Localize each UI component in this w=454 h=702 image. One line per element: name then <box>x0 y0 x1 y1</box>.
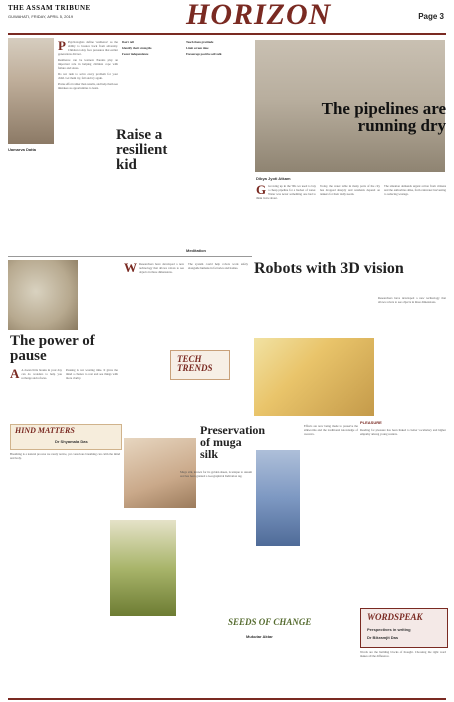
resilient-paragraph: Resilience can be learned. Parents play an important role in helping children cope with failure and stress. <box>58 58 118 70</box>
muga-column-1 <box>180 470 252 610</box>
seeds-title: SEEDS OF CHANGE <box>228 617 312 627</box>
paper-name: THE ASSAM TRIBUNE <box>8 4 91 12</box>
tech-trends-title: TECH TRENDS <box>177 354 213 373</box>
robots-column-1: W Researchers have developed a new technology that allows robots to see objects in three dimensions. <box>124 262 184 275</box>
pipelines-paragraph: Growing up in the '90s we used to buy a cheap pipeline for a bucket of water. Water was never something one had to think twice about. <box>256 184 316 200</box>
pause-paragraph: Pausing is not wasting time. It gives the mind a chance to rest and see things with more clarity. <box>66 368 118 380</box>
tech-trends-panel <box>170 350 230 380</box>
pipelines-paragraph: Today, the water table in many parts of the city has dropped sharply and residents depend on tankers for their daily needs. <box>320 184 380 196</box>
hind-matters-paragraph: Breathing is a natural process we rarely notice, yet conscious breathing can calm the mind and body. <box>10 452 120 460</box>
wordspeak-author: Dr Bikramjit Das <box>367 635 399 640</box>
pause-column-2 <box>66 368 118 422</box>
wordspeak-paragraph: Words are the building blocks of thought. Choosing the right word makes all the difference. <box>360 650 446 658</box>
date-line: GUWAHATI, FRIDAY, APRIL 5, 2019 <box>8 14 74 19</box>
muga-column-2 <box>304 424 358 610</box>
pipelines-headline: The pipelines are running dry <box>321 99 446 135</box>
meditation-label: Meditation <box>186 248 206 253</box>
pause-paragraph: A dozen little breaks in your day can do wonders to help you recharge and refocus. <box>21 368 62 380</box>
hind-matters-title: HIND MATTERS <box>15 426 75 435</box>
resilient-paragraph: Praise effort rather than results, and help them see mistakes as opportunities to learn. <box>58 82 118 90</box>
robots-paragraph: The system could help robots work safely alongside humans in factories and homes. <box>188 262 248 270</box>
wordspeak-body <box>360 650 446 698</box>
resilient-subhead: Don't tell <box>122 40 134 44</box>
pipelines-column-1: G Growing up in the '90s we used to buy a cheap pipeline for a bucket of water. Water was never something one had to think twice about. <box>256 184 316 200</box>
resilient-column-3 <box>186 40 250 254</box>
pipelines-byline: Dibya Jyoti Atkam <box>256 176 291 181</box>
pipelines-paragraph: The situation demands urgent action from citizens and the authorities alike, from rainwater harvesting to reducing wastage. <box>384 184 446 196</box>
flashbox-label: PLEASURE <box>360 420 382 425</box>
silkworm-photo <box>256 450 300 546</box>
divider <box>8 256 252 257</box>
section-title: HORIZON <box>186 0 332 31</box>
hind-matters-panel <box>10 424 122 450</box>
robots-paragraph: Researchers have developed a new technology that allows robots to see objects in three dimensions. <box>139 262 184 274</box>
resilient-column-1: P Psychologists define 'resilience' as the ability to bounce back from adversity. Children today face pressures that earlier generations did not. Resilience can be learned. Parents play an important role in helping children cope with failure and stress. Do not rush to solve every problem for your child. Let them try, fail and try again. Praise effort rather than results, and help them see mistakes as opportunities to learn. <box>58 40 118 90</box>
robots-paragraph: Researchers have developed a new technology that allows robots to see objects in three dimensions. <box>378 296 446 304</box>
robots-headline: Robots with 3D vision <box>254 260 404 277</box>
hind-matters-author: Dr Shyamala Das <box>55 439 88 444</box>
pause-headline: The power of pause <box>10 333 95 364</box>
pipelines-column-2 <box>320 184 380 334</box>
wordspeak-panel <box>360 608 448 648</box>
resilient-subhead: Teach them gratitude <box>186 40 214 44</box>
resilient-paragraph: Psychologists define 'resilience' as the ability to bounce back from adversity. Children today face pressures that earlier generations did not. <box>58 40 118 56</box>
wordspeak-subtitle: Perspectives in writing <box>367 627 411 632</box>
meditation-photo <box>8 38 54 144</box>
resilient-subhead: Encourage positive self-talk <box>186 52 222 56</box>
flashbox-paragraph: Reading for pleasure has been linked to better vocabulary and higher empathy among young readers. <box>360 428 446 436</box>
muga-paragraph: Efforts are now being made to preserve the silkworms and the traditional knowledge of weavers. <box>304 424 358 436</box>
wordspeak-title: WORDSPEAK <box>367 612 423 622</box>
muga-headline: Preservation of muga silk <box>200 423 266 461</box>
robots-column-3 <box>378 296 446 416</box>
muga-paragraph: Muga silk, known for its golden sheen, is unique to Assam and has been granted a Geographical Indication tag. <box>180 470 252 478</box>
hind-matters-body <box>10 452 120 612</box>
resilient-headline: Raise a resilient kid <box>116 127 168 173</box>
resilient-subhead: Identify their strengths <box>122 46 152 50</box>
seeds-of-change-panel <box>226 616 316 646</box>
flashbox-body <box>360 428 446 604</box>
page-number: Page 3 <box>418 12 444 21</box>
masthead <box>8 0 448 34</box>
resilient-paragraph: Do not rush to solve every problem for your child. Let them try, fail and try again. <box>58 72 118 80</box>
clock-photo <box>8 260 78 330</box>
robots-column-2 <box>188 262 248 346</box>
pause-column-1: A A dozen little breaks in your day can do wonders to help you recharge and refocus. <box>10 368 62 381</box>
muga-photo <box>110 520 176 616</box>
robot-vision-photo <box>254 338 374 416</box>
resilient-subhead: Limit screen time <box>186 46 209 50</box>
masthead-rule <box>8 33 446 35</box>
resilient-byline: Uamarva Datta <box>8 147 37 152</box>
bottom-rule <box>8 698 446 700</box>
seeds-author: Mukutar Aktar <box>246 634 273 639</box>
resilient-column-2 <box>122 40 182 120</box>
resilient-subhead: Foster independence <box>122 52 149 56</box>
